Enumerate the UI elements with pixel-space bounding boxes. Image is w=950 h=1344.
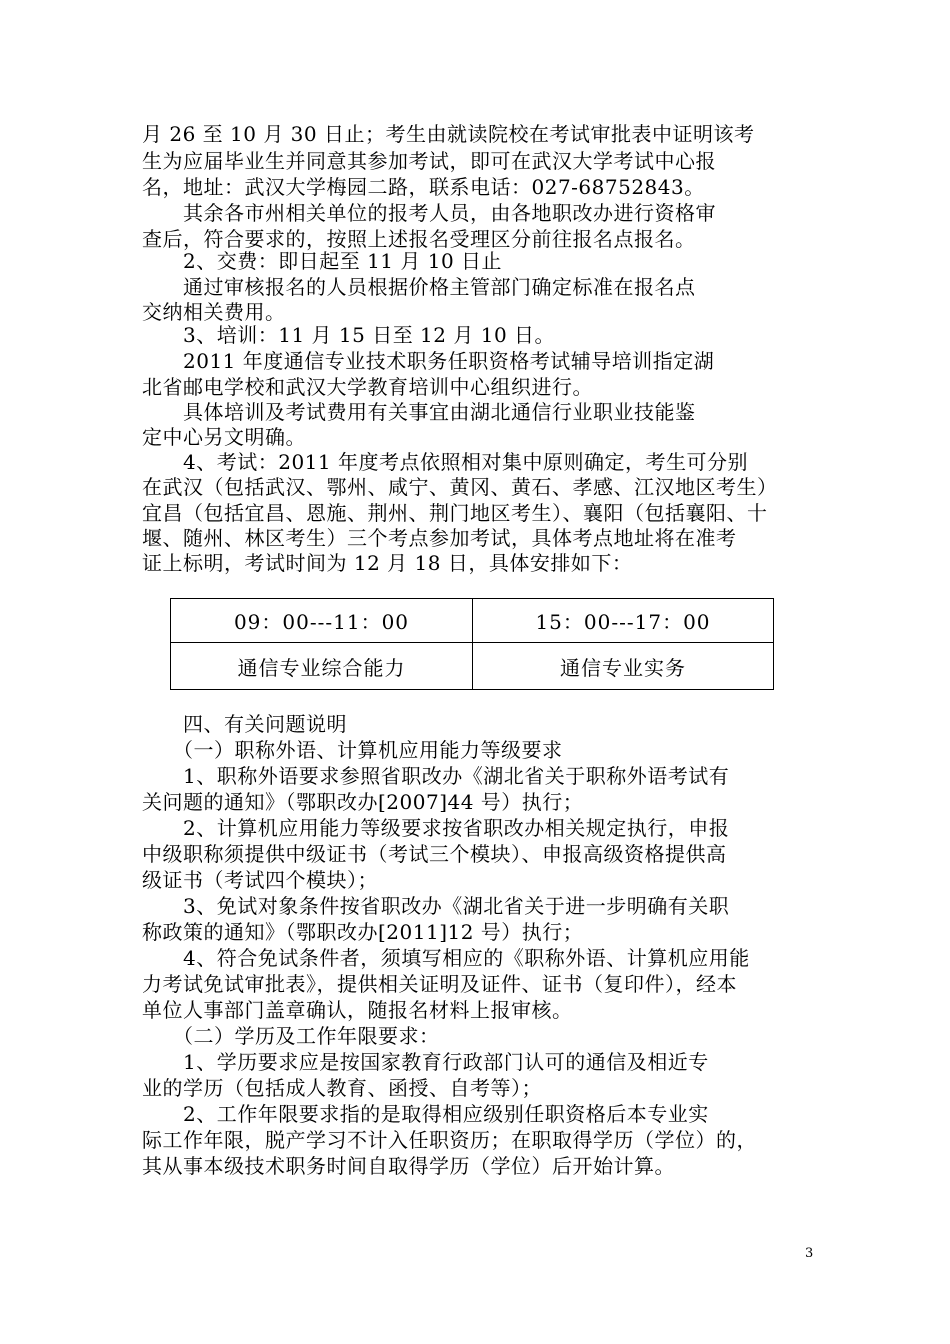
text-line: 宜昌（包括宜昌、恩施、荆州、荆门地区考生）、襄阳（包括襄阳、十 [142,501,768,525]
text-line: 定中心另文明确。 [142,425,306,449]
text-line: 具体培训及考试费用有关事宜由湖北通信行业职业技能鉴 [142,400,696,424]
subsection-heading: （二）学历及工作年限要求： [142,1024,440,1048]
text-line: 1、职称外语要求参照省职改办《湖北省关于职称外语考试有 [142,764,730,788]
text-line: 生为应届毕业生并同意其参加考试，即可在武汉大学考试中心报 [142,149,716,173]
text-line: 其余各市州相关单位的报考人员，由各地职改办进行资格审 [142,201,716,225]
text-line: 业的学历（包括成人教育、函授、自考等）； [142,1076,542,1100]
text-line: 证上标明，考试时间为 12 月 18 日，具体安排如下： [142,551,633,575]
text-line: 单位人事部门盖章确认，随报名材料上报审核。 [142,998,573,1022]
text-line: 2、计算机应用能力等级要求按省职改办相关规定执行，申报 [142,816,730,840]
exam-schedule-table [170,598,774,690]
text-line: 查后，符合要求的，按照上述报名受理区分前往报名点报名。 [142,227,696,251]
text-line: 4、符合免试条件者，须填写相应的《职称外语、计算机应用能 [142,946,750,970]
subsection-heading: （一）职称外语、计算机应用能力等级要求 [142,738,563,762]
text-line: 级证书（考试四个模块）； [142,868,378,892]
schedule-subject-afternoon: 通信专业实务 [560,655,686,680]
section-heading: 四、有关问题说明 [142,712,347,736]
text-line: 2011 年度通信专业技术职务任职资格考试辅导培训指定湖 [142,349,715,373]
text-line: 堰、随州、林区考生）三个考点参加考试，具体考点地址将在准考 [142,526,737,550]
text-line: 名，地址：武汉大学梅园二路，联系电话：027-68752843。 [142,175,705,199]
schedule-time-afternoon: 15：00---17：00 [473,599,773,643]
text-line: 2、工作年限要求指的是取得相应级别任职资格后本专业实 [142,1102,709,1126]
text-line: 关问题的通知》（鄂职改办[2007]44 号）执行； [142,790,584,814]
text-line: 在武汉（包括武汉、鄂州、咸宁、黄冈、黄石、孝感、江汉地区考生） [142,475,778,499]
text-line: 际工作年限，脱产学习不计入任职资历；在职取得学历（学位）的， [142,1128,757,1152]
text-line: 2、交费：即日起至 11 月 10 日止 [142,249,503,273]
text-line: 3、培训：11 月 15 日至 12 月 10 日。 [142,323,556,347]
page-number: 3 [805,1246,814,1261]
text-line: 其从事本级技术职务时间自取得学历（学位）后开始计算。 [142,1154,675,1178]
text-line: 4、考试：2011 年度考点依照相对集中原则确定，考生可分别 [142,450,748,474]
schedule-time-morning: 09：00---11：00 [171,599,473,643]
text-line: 中级职称须提供中级证书（考试三个模块）、申报高级资格提供高 [142,842,727,866]
text-line: 称政策的通知》（鄂职改办[2011]12 号）执行； [142,920,584,944]
text-line: 力考试免试审批表》，提供相关证明及证件、证书（复印件），经本 [142,972,737,996]
schedule-subject-morning: 通信专业综合能力 [171,643,473,689]
text-line: 交纳相关费用。 [142,300,286,324]
text-line: 通过审核报名的人员根据价格主管部门确定标准在报名点 [142,275,696,299]
text-line: 月 26 至 10 月 30 日止；考生由就读院校在考试审批表中证明该考 [142,122,755,146]
text-line: 1、学历要求应是按国家教育行政部门认可的通信及相近专 [142,1050,709,1074]
text-line: 北省邮电学校和武汉大学教育培训中心组织进行。 [142,375,593,399]
text-line: 3、免试对象条件按省职改办《湖北省关于进一步明确有关职 [142,894,730,918]
